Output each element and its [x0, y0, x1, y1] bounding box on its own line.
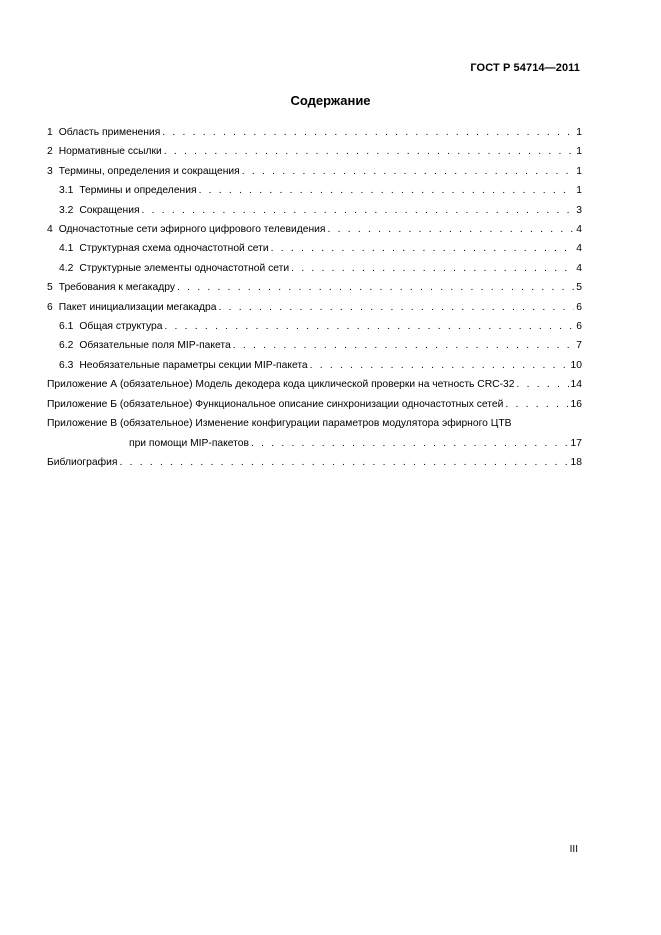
dot-leader	[310, 356, 569, 375]
toc-entry-2[interactable]	[47, 142, 582, 161]
table-of-contents	[47, 123, 582, 472]
toc-entry-number: 4	[47, 224, 53, 236]
toc-entry-title: Общая структура	[79, 321, 163, 333]
dot-leader	[242, 162, 575, 181]
toc-entry-4-1[interactable]	[47, 239, 582, 258]
dot-leader	[119, 453, 568, 472]
toc-entry-number: 4.2	[59, 262, 74, 274]
toc-entry-title: Структурные элементы одночастотной сети	[79, 262, 290, 274]
toc-entry-bibliography[interactable]	[47, 453, 582, 472]
toc-entry-page: 6	[576, 301, 582, 313]
toc-entry-6-2[interactable]	[47, 336, 582, 355]
toc-entry-6[interactable]	[47, 298, 582, 317]
dot-leader	[328, 220, 575, 239]
toc-entry-number: 3.1	[59, 185, 74, 197]
toc-entry-title: Приложение В (обязательное) Изменение конфигурации параметров модулятора эфирного ЦТВ	[47, 418, 512, 430]
dot-leader	[218, 298, 574, 317]
dot-leader	[271, 239, 575, 258]
toc-entry-appendix-v[interactable]	[47, 414, 582, 453]
toc-entry-4[interactable]	[47, 220, 582, 239]
dot-leader	[233, 336, 575, 355]
dot-leader	[142, 201, 575, 220]
dot-leader	[164, 142, 574, 161]
toc-entry-page: 18	[570, 456, 582, 468]
toc-entry-page: 1	[576, 165, 582, 177]
toc-entry-page: 1	[576, 127, 582, 138]
toc-entry-title: Обязательные поля MIP-пакета	[79, 340, 231, 352]
dot-leader	[505, 395, 568, 414]
toc-entry-page: 6	[576, 321, 582, 333]
toc-entry-continuation	[47, 434, 582, 453]
toc-entry-title: Область применения	[58, 127, 161, 138]
dot-leader	[164, 317, 574, 336]
toc-entry-page: 3	[576, 204, 582, 216]
toc-entry-appendix-b[interactable]	[47, 395, 582, 414]
toc-entry-4-2[interactable]	[47, 259, 582, 278]
dot-leader	[291, 259, 574, 278]
toc-entry-title: Термины и определения	[79, 185, 197, 197]
toc-entry-3-2[interactable]	[47, 201, 582, 220]
toc-entry-number: 3	[47, 165, 53, 177]
toc-entry-page: 5	[576, 282, 582, 294]
page-number: III	[569, 844, 578, 855]
toc-entry-title: Структурная схема одночастотной сети	[79, 243, 269, 255]
toc-entry-title: Библиография	[47, 456, 118, 468]
toc-entry-page: 4	[576, 224, 582, 236]
toc-entry-number: 6	[47, 301, 53, 313]
toc-entry-title: Приложение Б (обязательное) Функциональное описание синхронизации одночастотных сетей	[47, 398, 504, 410]
toc-entry-page: 10	[570, 359, 582, 371]
toc-title: Содержание	[290, 93, 371, 108]
toc-entry-appendix-a[interactable]	[47, 375, 582, 394]
toc-entry-page: 14	[570, 379, 582, 391]
dot-leader	[162, 123, 574, 142]
toc-entry-6-3[interactable]	[47, 356, 582, 375]
toc-entry-title: Нормативные ссылки	[58, 146, 162, 158]
toc-entry-title: Сокращения	[79, 204, 140, 216]
toc-entry-page: 4	[576, 262, 582, 274]
toc-entry-number: 6.1	[59, 321, 74, 333]
toc-entry-title-continued: при помощи MIP-пакетов	[129, 437, 249, 449]
toc-entry-title: Термины, определения и сокращения	[58, 165, 240, 177]
toc-entry-title: Одночастотные сети эфирного цифрового телевидения	[58, 224, 326, 236]
dot-leader	[199, 181, 575, 200]
toc-entry-3[interactable]	[47, 162, 582, 181]
toc-entry-page: 1	[576, 146, 582, 158]
toc-entry-title: Приложение А (обязательное) Модель декодера кода циклической проверки на четность CRC-32	[47, 379, 515, 391]
toc-entry-number: 6.3	[59, 359, 74, 371]
toc-entry-number: 2	[47, 146, 53, 158]
dot-leader	[516, 375, 568, 394]
toc-entry-number: 5	[47, 282, 53, 294]
toc-entry-number: 3.2	[59, 204, 74, 216]
toc-entry-page: 1	[576, 185, 582, 197]
toc-entry-title: Пакет инициализации мегакадра	[58, 301, 217, 313]
toc-entry-number: 6.2	[59, 340, 74, 352]
toc-entry-3-1[interactable]	[47, 181, 582, 200]
toc-entry-page: 17	[570, 437, 582, 449]
toc-entry-page: 4	[576, 243, 582, 255]
toc-entry-6-1[interactable]	[47, 317, 582, 336]
toc-entry-title: Требования к мегакадру	[58, 282, 176, 294]
toc-entry-number: 1	[47, 127, 53, 138]
toc-entry-page: 16	[570, 398, 582, 410]
toc-entry-title: Необязательные параметры секции MIP-пакета	[79, 359, 308, 371]
dot-leader	[177, 278, 574, 297]
dot-leader	[251, 434, 569, 453]
toc-entry-page: 7	[576, 340, 582, 352]
toc-entry-1[interactable]	[47, 123, 582, 142]
toc-entry-number: 4.1	[59, 243, 74, 255]
toc-entry-5[interactable]	[47, 278, 582, 297]
document-code: ГОСТ Р 54714—2011	[470, 62, 580, 74]
